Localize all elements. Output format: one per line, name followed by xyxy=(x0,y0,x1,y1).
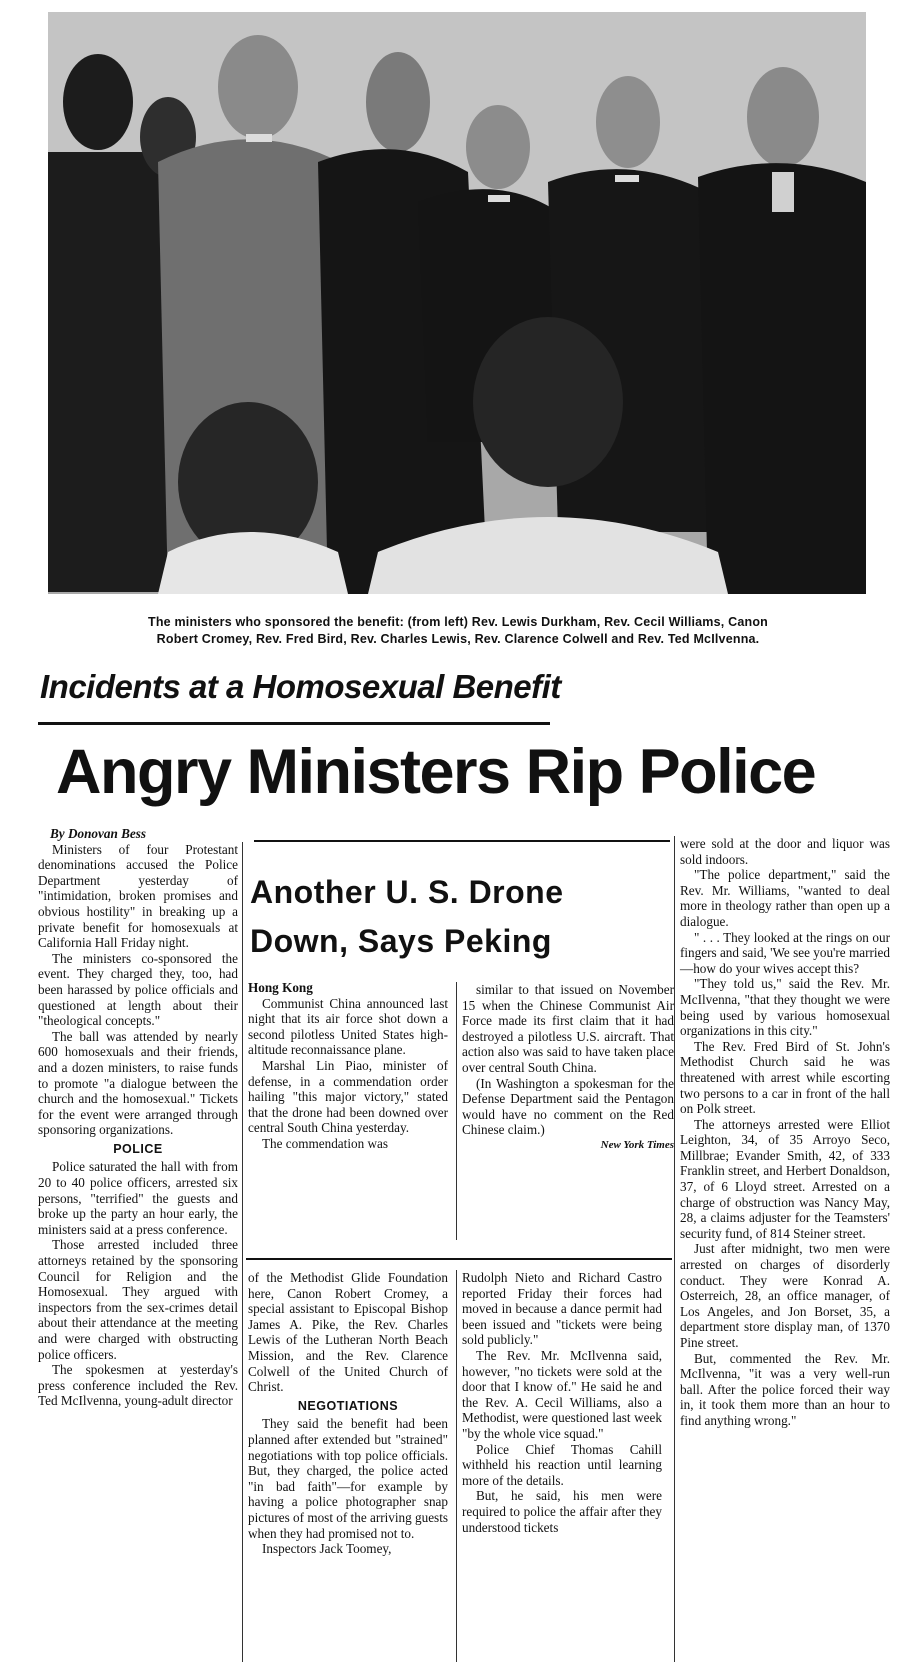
paragraph: Marshal Lin Piao, minister of defense, in a commendation order hailing "this major victory," stated that the drone had been downed over central South China yesterday. xyxy=(248,1057,448,1136)
paragraph: "The police department," said the Rev. Mr. Williams, "wanted to deal more in theology rather than open up a dialogue. xyxy=(680,867,890,929)
paragraph: Police Chief Thomas Cahill withheld his reaction until learning more of the details. xyxy=(462,1441,662,1488)
paragraph: Just after midnight, two men were arrested on charges of disorderly conduct. They were Konrad A. Osterreich, 28, an office manager, of Los Angeles, and Jon Borset, 35, a department store display man, of 1370 Pine street. xyxy=(680,1241,890,1350)
paragraph: The spokesmen at yesterday's press conference included the Rev. Ted McIlvenna, young-adult director xyxy=(38,1362,238,1409)
kicker-rule xyxy=(38,722,550,725)
paragraph: Those arrested included three attorneys retained by the sponsoring Council for Religion and the Homosexual. They argued with inspectors from the sex-crimes detail about their attendance at the meeting and were charged with obstructing police officers. xyxy=(38,1237,238,1362)
paragraph: The commendation was xyxy=(262,1135,388,1151)
box-top-rule xyxy=(254,840,670,842)
paragraph: Rudolph Nieto and Richard Castro reported Friday their forces had moved in because a dance permit had been issued and "tickets were being sold publicly." xyxy=(462,1270,662,1348)
paragraph: But, commented the Rev. Mr. McIlvenna, "it was a very well-run ball. After the police forced their way in, it took them more than an hour to find anything wrong." xyxy=(680,1350,890,1428)
story-column-4 xyxy=(680,836,890,1429)
ministers-group-photo xyxy=(48,12,866,594)
subhead-negotiations: NEGOTIATIONS xyxy=(297,1398,399,1413)
paragraph: The ministers co-sponsored the event. They charged they, too, had been harassed by police officials and questioned at length about their "theological concepts." xyxy=(38,950,238,1029)
story-column-2 xyxy=(248,1270,448,1557)
group-photo-icon xyxy=(48,12,866,594)
box-headline-line-1: Another U. S. Drone xyxy=(250,874,564,910)
box-column-b xyxy=(462,982,674,1154)
paragraph: of the Methodist Glide Foundation here, Canon Robert Cromey, a special assistant to Episcopal Bishop James A. Pike, the Rev. Charles Lewis of the Lutheran North Beach Mission, and the Rev. Clarence Colwell of the United Church of Christ. xyxy=(248,1270,448,1395)
paragraph: The ball was attended by nearly 600 homosexuals and their friends, and a dozen ministers, to raise funds to promote "a dialogue between the church and the homosexual." Tickets for the event were arranged through sponsoring organizations. xyxy=(38,1028,238,1138)
paragraph: "They told us," said the Rev. Mr. McIlvenna, "that they thought we were being used by various homosexual organizations in this city." xyxy=(680,976,890,1039)
wire-credit: New York Times xyxy=(600,1138,674,1151)
column-divider xyxy=(242,842,243,1662)
paragraph: The Rev. Fred Bird of St. John's Methodist Church said he was threatened with arrest while escorting two persons to a car in front of the hall on Polk street. xyxy=(680,1038,890,1117)
box-bottom-rule xyxy=(246,1258,672,1260)
paragraph: were sold at the door and liquor was sold indoors. xyxy=(680,836,890,867)
paragraph: Ministers of four Protestant denominations accused the Police Department yesterday of "intimidation, broken promises and obvious hostility" in breaking up a private benefit for homosexuals at California Hall Friday night. xyxy=(38,841,238,951)
photo-caption xyxy=(40,614,876,648)
paragraph: similar to that issued on November 15 when the Chinese Communist Air Force made its first claim that it had destroyed a pilotless U.S. aircraft. That action also was said to have taken place over central South China. xyxy=(462,982,674,1075)
paragraph: But, he said, his men were required to police the affair after they understood tickets xyxy=(462,1488,662,1535)
column-divider xyxy=(674,836,675,1662)
paragraph: They said the benefit had been planned after extended but "strained" negotiations with top police officials. But, they charged, the police acted "in bad faith"—for example by having a police photographer snap pictures of most of the arriving guests when they had promised not to. xyxy=(248,1416,448,1541)
caption-line-2: Robert Cromey, Rev. Fred Bird, Rev. Charles Lewis, Rev. Clarence Colwell and Rev. Ted McIlvenna. xyxy=(156,632,760,646)
paragraph: The Rev. Mr. McIlvenna said, however, "no tickets were sold at the door that I know of." He said he and the Rev. A. Cecil Williams, also a Methodist, were questioned last week "by the whole vice squad." xyxy=(462,1347,662,1441)
column-divider xyxy=(456,1270,457,1662)
caption-line-1: The ministers who sponsored the benefit: (from left) Rev. Lewis Durkham, Rev. Cecil Williams, Canon xyxy=(147,615,769,629)
box-column-divider xyxy=(456,982,457,1240)
kicker-headline: Incidents at a Homosexual Benefit xyxy=(40,668,561,705)
main-headline: Angry Ministers Rip Police xyxy=(56,737,816,807)
paragraph: Police saturated the hall with from 20 to 40 police officers, arrested six persons, "terrified" the guests and broke up the party an hour early, the ministers said at a press conference. xyxy=(38,1159,238,1237)
paragraph: " . . . They looked at the rings on our fingers and said, 'We see you're married—how do your wives accept this? xyxy=(680,929,890,976)
paragraph: (In Washington a spokesman for the Defense Department said the Pentagon would have no comment on the Red Chinese claim.) xyxy=(462,1075,674,1138)
story-column-3 xyxy=(462,1270,662,1535)
paragraph: Inspectors Jack Toomey, xyxy=(262,1541,392,1557)
box-column-a xyxy=(248,980,448,1152)
dateline: Hong Kong xyxy=(248,980,313,995)
box-headline-line-2: Down, Says Peking xyxy=(250,923,552,959)
story-column-1 xyxy=(38,826,238,1409)
paragraph: The attorneys arrested were Elliot Leighton, 34, of 35 Arroyo Seco, Millbrae; Evander Smith, 42, of 333 Franklin street, and Herbert Donaldson, 37, of 6 Lloyd street. Arrested on a charge of obstruction was Nancy May, 28, a claims adjuster for the Teamsters' security fund, of 814 Steiner street. xyxy=(680,1116,890,1241)
box-headline xyxy=(250,868,650,966)
subhead-police: POLICE xyxy=(113,1141,163,1156)
paragraph: Communist China announced last night that its air force shot down a second pilotless United States high-altitude reconnaissance plane. xyxy=(248,995,448,1058)
byline: By Donovan Bess xyxy=(50,826,146,841)
